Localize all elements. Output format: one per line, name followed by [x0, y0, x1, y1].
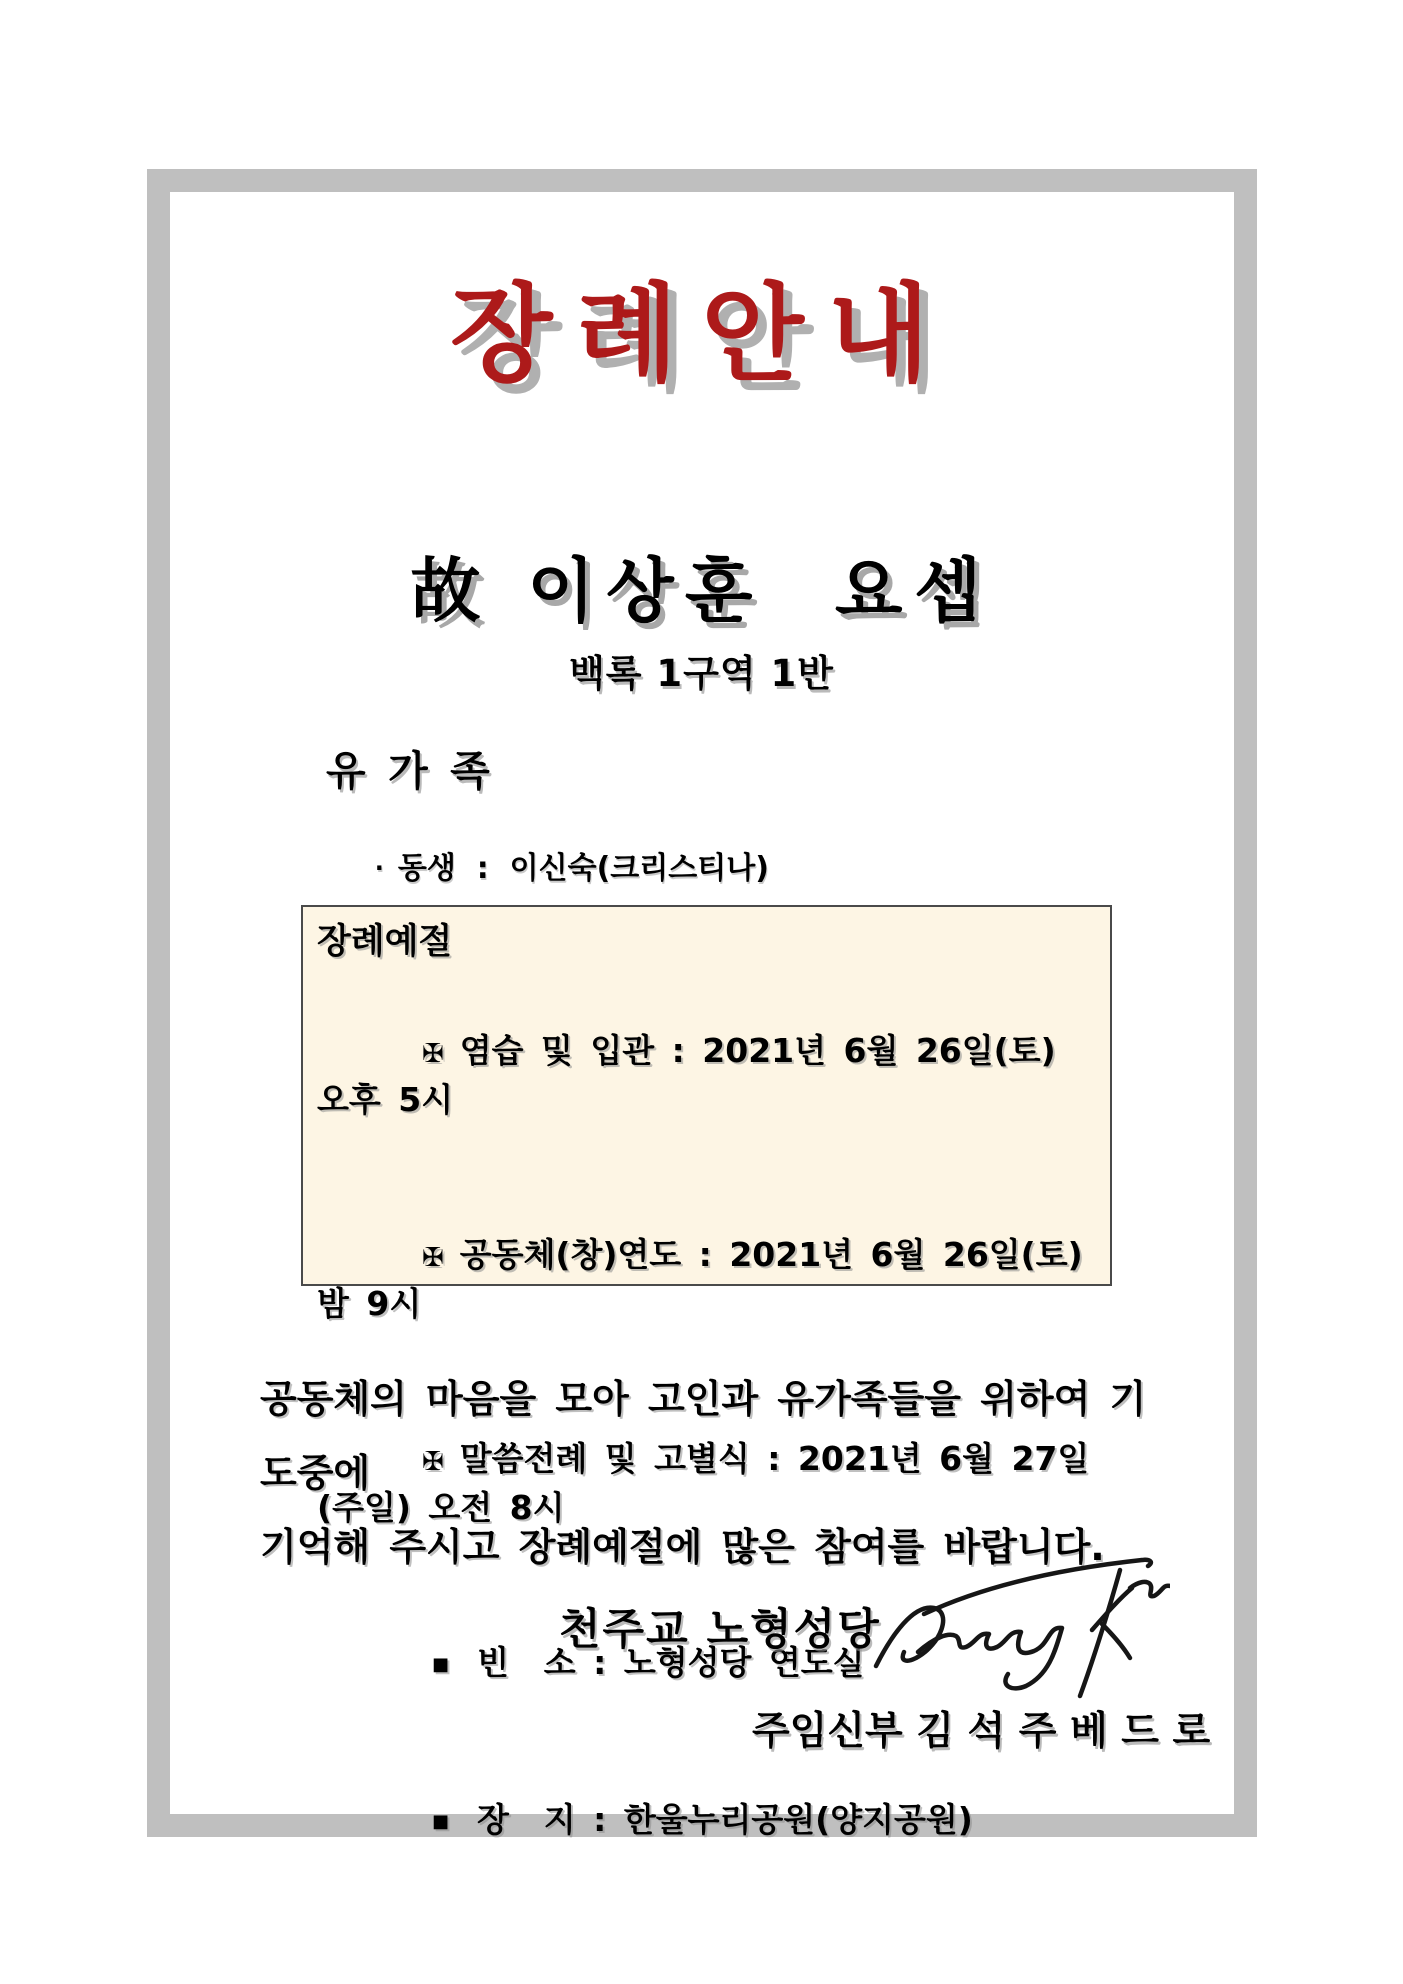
schedule-item-text: 염습 및 입관 : 2021년 6월 26일(토) 오후 5시 — [317, 1031, 1074, 1119]
page-title: 장례안내 — [450, 273, 953, 396]
deceased-name: 故 이상훈 요셉 — [410, 550, 993, 632]
schedule-item — [317, 1751, 1096, 1891]
maltese-cross-icon: ✠ — [421, 1039, 444, 1069]
maltese-cross-icon: ✠ — [421, 1447, 444, 1477]
priest-signature-icon — [858, 1548, 1170, 1706]
family-section-heading: 유 가 족 — [326, 747, 494, 795]
schedule-item-text: 말씀전례 및 고별식 : 2021년 6월 27일(주일) 오전 8시 — [317, 1439, 1090, 1527]
schedule-item — [317, 982, 1096, 1169]
family-member-text: 동생 : 이신숙(크리스티나) — [397, 851, 769, 886]
closing-line-1: 공동체의 마음을 모아 고인과 유가족들을 위하여 기도중에 — [260, 1377, 1147, 1495]
square-bullet-icon: ■ — [431, 1811, 449, 1832]
schedule-item-text: 공동체(창)연도 : 2021년 6월 26일(토) 밤 9시 — [317, 1235, 1101, 1323]
funeral-rites-heading: 장례예절 — [317, 922, 453, 962]
schedule-item — [317, 1186, 1101, 1373]
closing-line-2: 기억해 주시고 장례예절에 많은 참여를 바랍니다. — [260, 1525, 1105, 1569]
schedule-item-text: 장 지 : 한울누리공원(양지공원) — [476, 1800, 973, 1839]
parish-district: 백록 1구역 1반 — [569, 652, 834, 695]
square-bullet-icon: ■ — [431, 1654, 449, 1675]
bullet-dot-icon: · — [374, 854, 384, 882]
priest-name: 주임신부 김 석 주 베 드 로 — [752, 1709, 1211, 1754]
maltese-cross-icon: ✠ — [421, 1243, 444, 1273]
schedule-item-text: 빈 소 : 노형성당 연도실 — [476, 1643, 865, 1682]
church-name: 천주교 노형성당 — [559, 1605, 881, 1655]
